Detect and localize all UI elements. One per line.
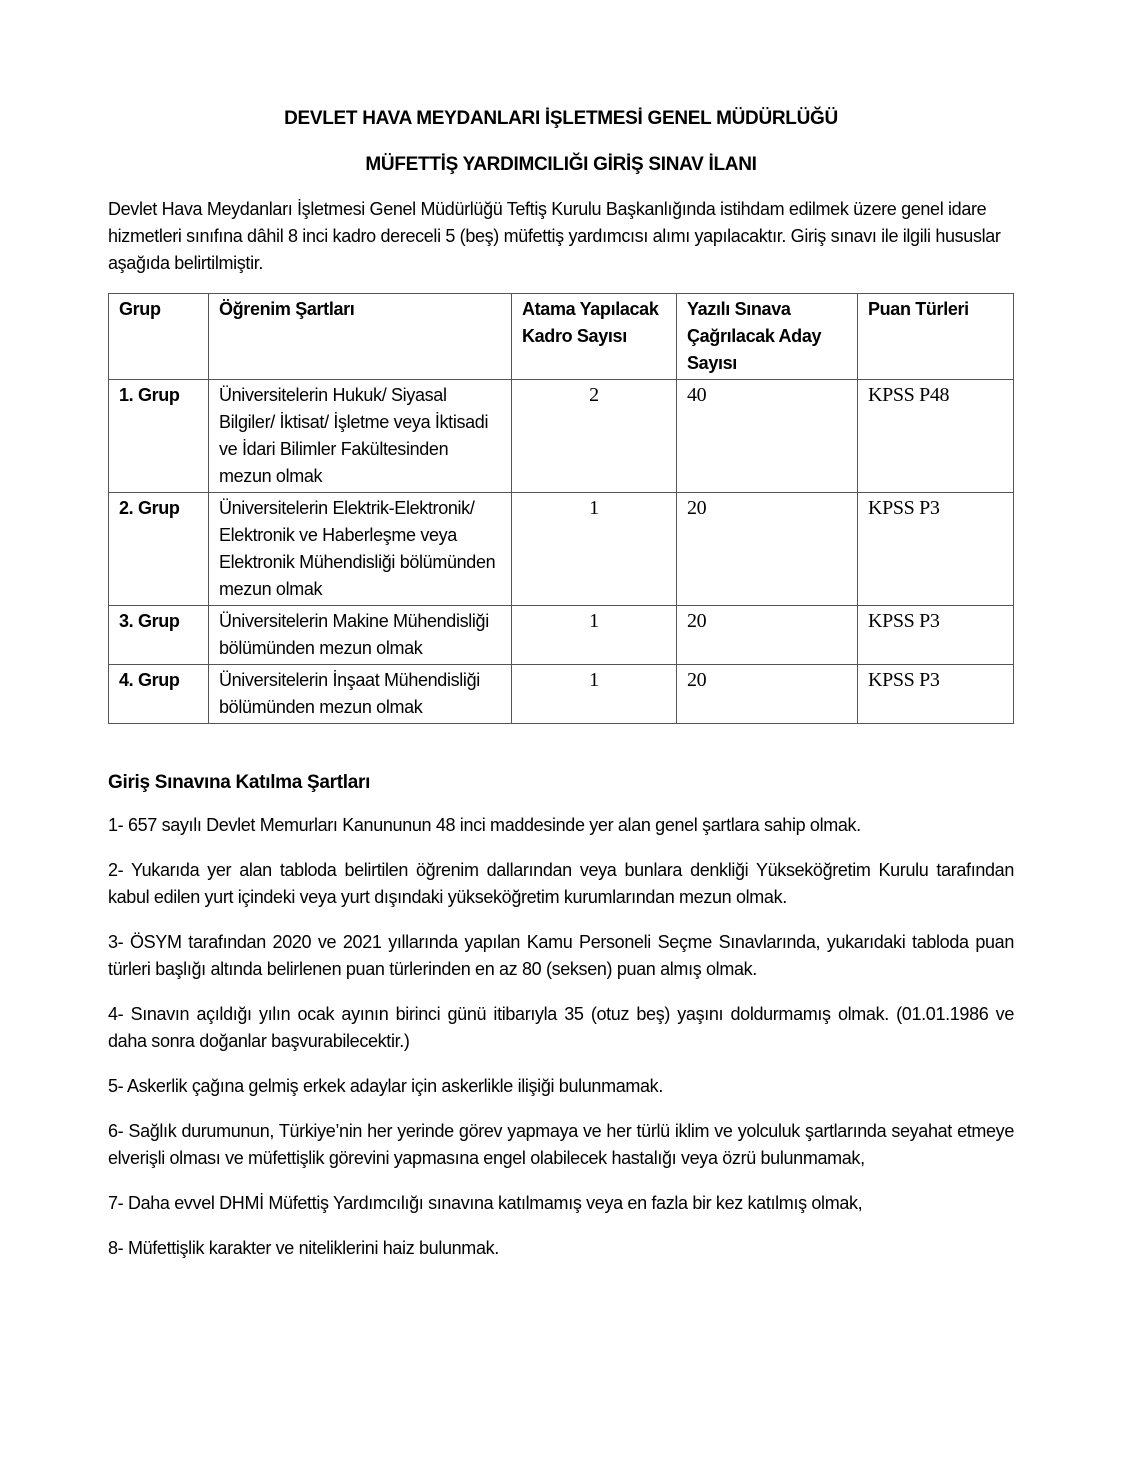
cell-ogrenim: Üniversitelerin İnşaat Mühendisliği bölümünden mezun olmak bbox=[209, 665, 512, 724]
condition-item: 7- Daha evvel DHMİ Müfettiş Yardımcılığı sınavına katılmamış veya en fazla bir kez katılmış olmak, bbox=[108, 1193, 863, 1213]
cell-atama: 1 bbox=[512, 493, 677, 606]
cell-yazili: 20 bbox=[677, 606, 858, 665]
cell-grup: 2. Grup bbox=[109, 493, 209, 606]
conditions-title: Giriş Sınavına Katılma Şartları bbox=[108, 772, 371, 793]
cell-puan: KPSS P3 bbox=[858, 493, 1014, 606]
document-subtitle: MÜFETTİŞ YARDIMCILIĞI GİRİŞ SINAV İLANI bbox=[365, 154, 757, 175]
table-row bbox=[109, 380, 1014, 493]
cell-yazili: 20 bbox=[677, 665, 858, 724]
condition-item: 1- 657 sayılı Devlet Memurları Kanununun 48 inci maddesinde yer alan genel şartlara sahip olmak. bbox=[108, 815, 861, 835]
cell-grup: 3. Grup bbox=[109, 606, 209, 665]
cell-ogrenim: Üniversitelerin Elektrik-Elektronik/ Elektronik ve Haberleşme veya Elektronik Mühendisliği bölümünden mezun olmak bbox=[209, 493, 512, 606]
header-atama: Atama Yapılacak Kadro Sayısı bbox=[512, 294, 677, 380]
header-grup: Grup bbox=[109, 294, 209, 380]
cell-ogrenim: Üniversitelerin Makine Mühendisliği bölümünden mezun olmak bbox=[209, 606, 512, 665]
document-page bbox=[108, 100, 1014, 1280]
header-ogrenim: Öğrenim Şartları bbox=[209, 294, 512, 380]
condition-item: 2- Yukarıda yer alan tabloda belirtilen öğrenim dallarından veya bunlara denkliği Yükseköğretim Kurulu tarafından kabul edilen yurt içindeki veya yurt dışındaki yükseköğretim kurumlarından mezun olmak. bbox=[108, 860, 1014, 907]
cell-puan: KPSS P48 bbox=[858, 380, 1014, 493]
document-title: DEVLET HAVA MEYDANLARI İŞLETMESİ GENEL MÜDÜRLÜĞÜ bbox=[284, 108, 838, 129]
condition-item: 4- Sınavın açıldığı yılın ocak ayının birinci günü itibarıyla 35 (otuz beş) yaşını doldurmamış olmak. (01.01.1986 ve daha sonra doğanlar başvurabilecektir.) bbox=[108, 1004, 1014, 1051]
condition-item: 5- Askerlik çağına gelmiş erkek adaylar için askerlikle ilişiği bulunmamak. bbox=[108, 1076, 663, 1096]
condition-item: 8- Müfettişlik karakter ve niteliklerini haiz bulunmak. bbox=[108, 1238, 499, 1258]
table-header-row bbox=[109, 294, 1014, 380]
cell-yazili: 20 bbox=[677, 493, 858, 606]
header-puan: Puan Türleri bbox=[858, 294, 1014, 380]
table-row bbox=[109, 665, 1014, 724]
intro-paragraph: Devlet Hava Meydanları İşletmesi Genel Müdürlüğü Teftiş Kurulu Başkanlığında istihdam edilmek üzere genel idare hizmetleri sınıfına dâhil 8 inci kadro dereceli 5 (beş) müfettiş yardımcısı alımı yapılacaktır. Giriş sınavı ile ilgili hususlar aşağıda belirtilmiştir. bbox=[108, 199, 1001, 273]
cell-atama: 1 bbox=[512, 665, 677, 724]
cell-puan: KPSS P3 bbox=[858, 606, 1014, 665]
cell-grup: 1. Grup bbox=[109, 380, 209, 493]
header-yazili: Yazılı Sınava Çağrılacak Aday Sayısı bbox=[677, 294, 858, 380]
condition-item: 3- ÖSYM tarafından 2020 ve 2021 yıllarında yapılan Kamu Personeli Seçme Sınavlarında, yukarıdaki tabloda puan türleri başlığı altında belirlenen puan türlerinden en az 80 (seksen) puan almış olmak. bbox=[108, 932, 1014, 979]
cell-grup: 4. Grup bbox=[109, 665, 209, 724]
condition-item: 6- Sağlık durumunun, Türkiye’nin her yerinde görev yapmaya ve her türlü iklim ve yolculuk şartlarında seyahat etmeye elverişli olması ve müfettişlik görevini yapmasına engel olabilecek hastalığı veya özrü bulunmamak, bbox=[108, 1121, 1014, 1168]
table-row bbox=[109, 493, 1014, 606]
table-row bbox=[109, 606, 1014, 665]
positions-table bbox=[108, 293, 1014, 724]
cell-atama: 2 bbox=[512, 380, 677, 493]
cell-yazili: 40 bbox=[677, 380, 858, 493]
cell-atama: 1 bbox=[512, 606, 677, 665]
cell-ogrenim: Üniversitelerin Hukuk/ Siyasal Bilgiler/ İktisat/ İşletme veya İktisadi ve İdari Bilimler Fakültesinden mezun olmak bbox=[209, 380, 512, 493]
cell-puan: KPSS P3 bbox=[858, 665, 1014, 724]
